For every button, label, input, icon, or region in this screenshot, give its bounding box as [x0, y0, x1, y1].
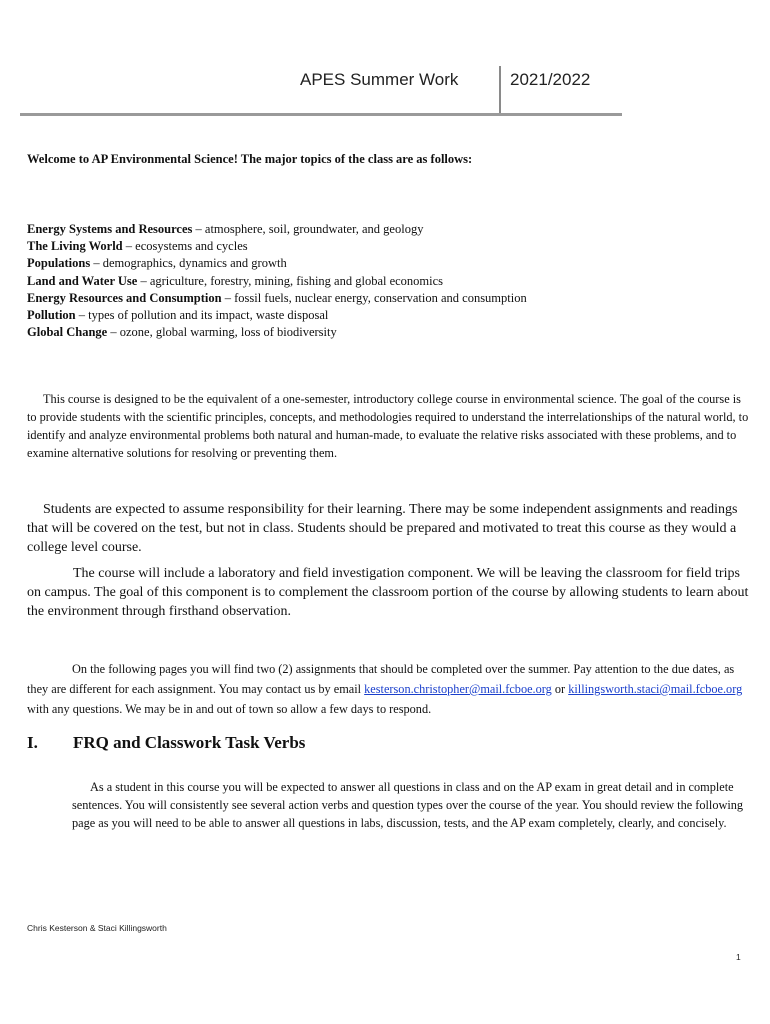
assignments-text: On the following pages you will find two (2) assignments that should be completed over the summer. Pay attention to the due dates, as they are different for each assignment. You may contact us by email — [27, 662, 735, 696]
task-verbs-text: As a student in this course you will be expected to answer all questions in class and on the AP exam in great detail and in complete sentences. You will consistently see several action verbs and question types over the course of the year. You should review the following page as you will need to be able to answer all questions in labs, discussion, tests, and the AP exam completely, clearly, and concisely. — [72, 780, 744, 830]
welcome-heading: Welcome to AP Environmental Science! The major topics of the class are as follows: — [27, 152, 473, 166]
lab-component-paragraph — [27, 564, 749, 621]
topic-item — [27, 255, 527, 272]
topic-name: Populations — [27, 256, 91, 271]
topic-desc: – ozone, global warming, loss of biodiversity — [107, 325, 337, 340]
topic-name: Energy Systems and Resources — [27, 222, 193, 236]
section-number: I. — [27, 733, 38, 752]
lab-component-text: The course will include a laboratory and field investigation component. We will be leaving the classroom for field trips on campus. The goal of this component is to complement the classroom portion of the course by allowing students to learn about the environment through firsthand observation. — [27, 566, 749, 619]
topic-item — [27, 290, 527, 307]
topic-desc: – agriculture, forestry, mining, fishing and global economics — [137, 273, 444, 288]
header-rule — [20, 113, 622, 116]
topic-name: Land and Water Use — [27, 273, 138, 288]
section-title: FRQ and Classwork Task Verbs — [73, 733, 306, 752]
topic-desc: – fossil fuels, nuclear energy, conservation and consumption — [221, 290, 527, 305]
topic-desc: – atmosphere, soil, groundwater, and geology — [192, 222, 424, 236]
page-number: 1 — [736, 952, 741, 962]
topic-item — [27, 238, 527, 255]
topic-item — [27, 324, 527, 341]
topic-item — [27, 273, 527, 290]
topic-desc: – types of pollution and its impact, waste disposal — [75, 308, 329, 323]
course-description-paragraph — [27, 390, 749, 462]
topics-list — [27, 221, 527, 341]
topic-name: The Living World — [27, 239, 123, 254]
student-expectations-paragraph — [27, 500, 749, 557]
header-divider-vertical — [499, 66, 501, 116]
assignments-or: or — [551, 682, 569, 696]
topic-desc: – ecosystems and cycles — [122, 239, 248, 254]
email-link-kesterson[interactable]: kesterson.christopher@mail.fcboe.org — [364, 682, 552, 696]
topic-item — [27, 307, 527, 324]
topic-desc: – demographics, dynamics and growth — [90, 256, 287, 271]
header-year: 2021/2022 — [510, 70, 591, 89]
topic-name: Pollution — [27, 308, 76, 323]
course-description-text: This course is designed to be the equivalent of a one-semester, introductory college course in environmental science. The goal of the course is to provide students with the scientific principles, concepts, and methodologies required to understand the interrelationships of the natural world, to identify and analyze environmental problems both natural and human-made, to evaluate the relative risks associated with these problems, and to examine alternative solutions for resolving or preventing them. — [27, 392, 749, 460]
assignments-closing: with any questions. We may be in and out of town so allow a few days to respond. — [27, 702, 432, 716]
header-title: APES Summer Work — [300, 70, 459, 89]
topic-name: Global Change — [27, 325, 108, 340]
email-link-killingsworth[interactable]: killingsworth.staci@mail.fcboe.org — [568, 682, 743, 696]
assignments-paragraph — [27, 659, 749, 719]
footer-authors: Chris Kesterson & Staci Killingsworth — [27, 923, 167, 933]
topic-item — [27, 221, 527, 238]
student-expectations-text: Students are expected to assume responsibility for their learning. There may be some independent assignments and readings that will be covered on the test, but not in class. Students should be prepared and motivated to treat this course as they would a college level course. — [27, 502, 738, 555]
task-verbs-paragraph — [72, 778, 752, 832]
topic-name: Energy Resources and Consumption — [27, 290, 222, 305]
